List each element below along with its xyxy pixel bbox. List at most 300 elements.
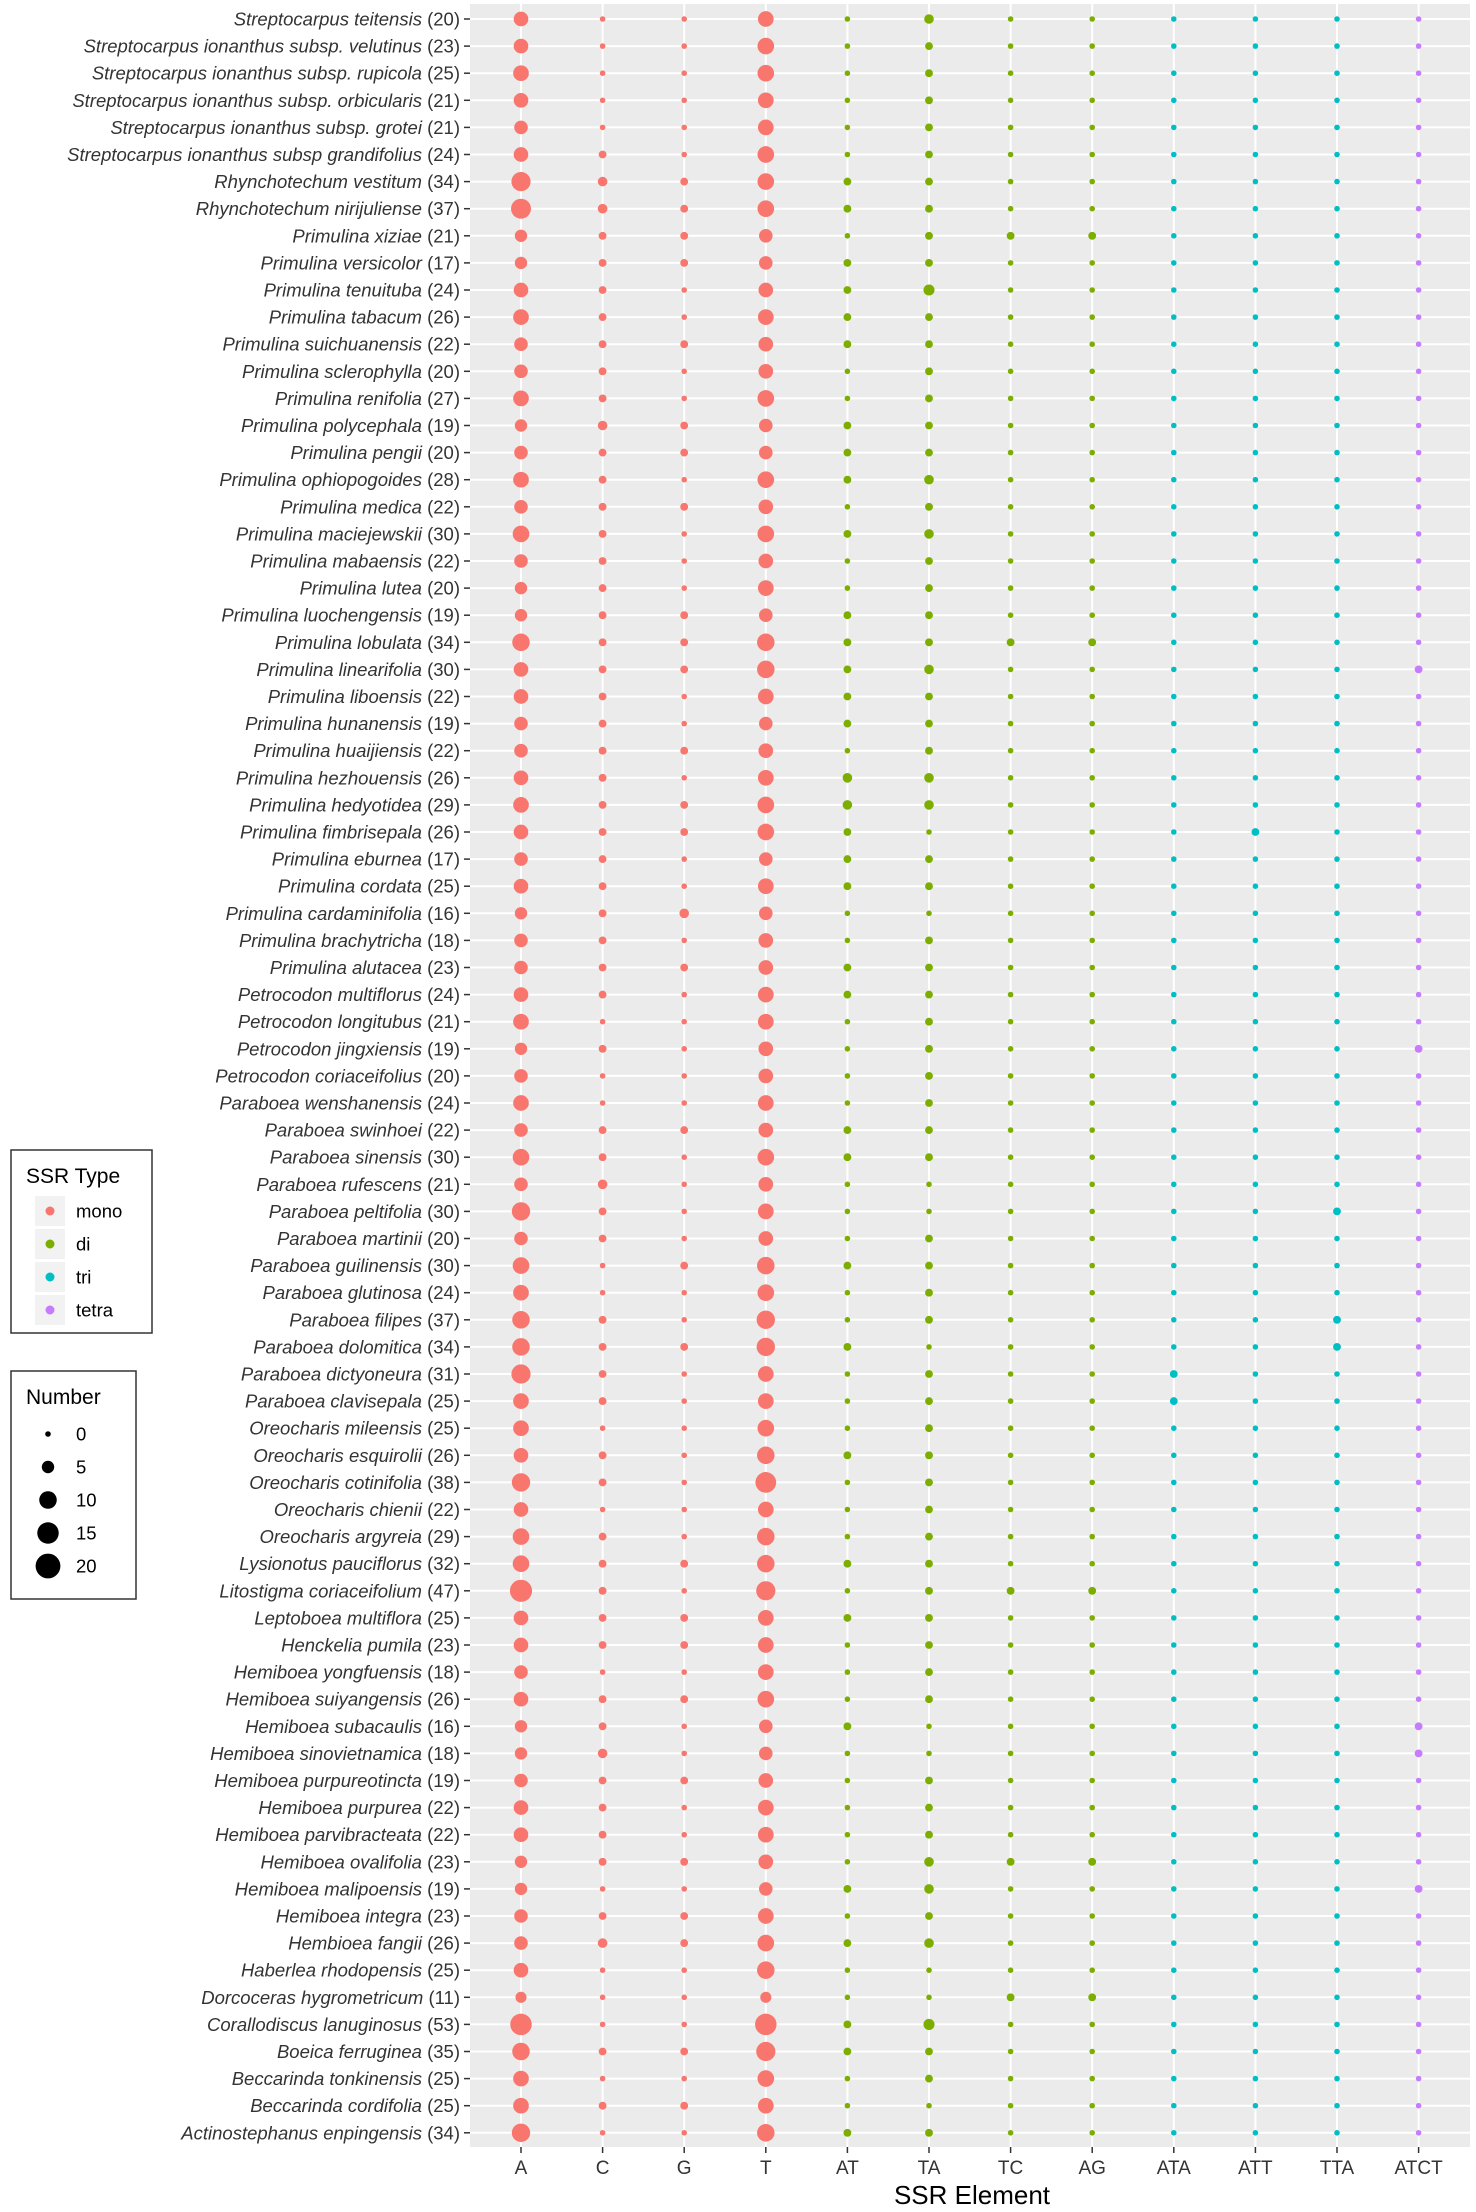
data-point-tetra xyxy=(1416,1317,1422,1323)
data-point-tetra xyxy=(1416,1669,1422,1675)
data-point-mono xyxy=(513,1014,529,1030)
legend-number-title: Number xyxy=(26,1386,101,1409)
data-point-mono xyxy=(681,1100,687,1106)
y-tick-label xyxy=(264,280,460,301)
data-point-tri xyxy=(1253,369,1259,375)
data-point-di xyxy=(1089,1263,1095,1269)
data-point-di xyxy=(845,1317,851,1323)
y-tick-label xyxy=(236,523,460,544)
data-point-di xyxy=(925,1235,933,1243)
data-point-di xyxy=(925,313,933,321)
data-point-di xyxy=(1007,638,1015,646)
data-point-tri xyxy=(1334,1480,1340,1486)
data-point-tetra xyxy=(1416,1561,1422,1567)
data-point-di xyxy=(926,2103,932,2109)
species-total: (20) xyxy=(427,8,460,30)
data-point-di xyxy=(1089,1453,1095,1459)
data-point-mono xyxy=(599,1235,607,1243)
species-name: Primulina luochengensis xyxy=(221,604,422,626)
data-point-tri xyxy=(1171,1290,1177,1296)
data-point-mono xyxy=(758,120,774,136)
data-point-di xyxy=(1008,450,1014,456)
data-point-tri xyxy=(1171,965,1177,971)
data-point-tri xyxy=(1334,1073,1340,1079)
data-point-tri xyxy=(1253,1046,1259,1052)
data-point-di xyxy=(925,1316,933,1324)
data-point-tetra xyxy=(1416,721,1422,727)
species-total: (24) xyxy=(427,1092,460,1114)
species-total: (19) xyxy=(427,1038,460,1060)
y-tick-label xyxy=(254,1607,460,1628)
x-tick-label: C xyxy=(595,2158,610,2179)
y-tick-label xyxy=(236,767,460,788)
species-total: (29) xyxy=(427,794,460,816)
data-point-tri xyxy=(1171,694,1177,700)
data-point-tri xyxy=(1253,1019,1259,1025)
data-point-tri xyxy=(1334,965,1340,971)
data-point-tri xyxy=(1171,369,1177,375)
species-name: Primulina maciejewskii xyxy=(235,523,422,545)
data-point-mono xyxy=(515,907,527,919)
data-point-tri xyxy=(1334,1100,1340,1106)
data-point-di xyxy=(1008,369,1014,375)
data-point-mono xyxy=(681,1751,687,1757)
species-name: Paraboea filipes xyxy=(289,1309,422,1331)
data-point-mono xyxy=(680,1262,688,1270)
data-point-mono xyxy=(681,1669,687,1675)
data-point-di xyxy=(1008,1561,1014,1567)
data-point-tetra xyxy=(1415,665,1423,673)
data-point-mono xyxy=(757,634,775,652)
data-point-mono xyxy=(599,367,607,375)
data-point-mono xyxy=(512,634,530,652)
data-point-tri xyxy=(1253,1696,1259,1702)
data-point-tri xyxy=(1171,125,1177,131)
data-point-mono xyxy=(681,1534,687,1540)
data-point-mono xyxy=(599,1912,607,1920)
data-point-tetra xyxy=(1416,911,1422,917)
y-tick-label xyxy=(263,1282,460,1303)
data-point-mono xyxy=(758,987,774,1003)
data-point-di xyxy=(1089,396,1095,402)
data-point-tri xyxy=(1334,450,1340,456)
data-point-di xyxy=(925,1912,933,1920)
data-point-mono xyxy=(757,1935,774,1952)
data-point-di xyxy=(845,938,851,944)
data-point-mono xyxy=(758,1041,773,1056)
data-point-tri xyxy=(1334,1751,1340,1757)
data-point-di xyxy=(1089,1642,1095,1648)
species-total: (24) xyxy=(427,1282,460,1304)
y-tick-label xyxy=(250,1255,460,1276)
data-point-mono xyxy=(681,938,687,944)
data-point-mono xyxy=(600,1290,606,1296)
data-point-tri xyxy=(1253,1073,1259,1079)
data-point-di xyxy=(845,2076,851,2082)
data-point-mono xyxy=(681,1046,687,1052)
legend-label-di: di xyxy=(76,1233,91,1255)
data-point-di xyxy=(843,991,851,999)
data-point-tri xyxy=(1171,396,1177,402)
data-point-mono xyxy=(513,309,529,325)
y-tick-label xyxy=(290,442,460,463)
data-point-tri xyxy=(1253,911,1259,917)
data-point-di xyxy=(843,611,851,619)
data-point-mono xyxy=(680,1695,688,1703)
y-tick-label xyxy=(110,117,460,138)
data-point-mono xyxy=(758,499,773,514)
data-point-tri xyxy=(1253,2076,1259,2082)
species-name: Primulina xiziae xyxy=(292,225,422,247)
data-point-di xyxy=(1089,1127,1095,1133)
species-name: Streptocarpus teitensis xyxy=(233,8,422,30)
data-point-mono xyxy=(681,1995,687,2001)
data-point-di xyxy=(926,1182,932,1188)
data-point-tri xyxy=(1253,640,1259,646)
data-point-di xyxy=(1008,423,1014,429)
data-point-di xyxy=(845,1778,851,1784)
data-point-mono xyxy=(514,879,529,894)
data-point-mono xyxy=(757,38,774,55)
data-point-tri xyxy=(1253,1263,1259,1269)
data-point-tri xyxy=(1171,152,1177,158)
legend-size-key xyxy=(37,1522,58,1543)
data-point-mono xyxy=(757,2124,775,2142)
y-tick-label xyxy=(245,1716,460,1737)
data-point-mono xyxy=(513,1149,530,1166)
data-point-tri xyxy=(1334,423,1340,429)
data-point-mono xyxy=(513,65,529,81)
data-point-tetra xyxy=(1416,341,1422,347)
data-point-tetra xyxy=(1416,1398,1422,1404)
data-point-tri xyxy=(1334,1696,1340,1702)
species-total: (18) xyxy=(427,1742,460,1764)
data-point-di xyxy=(1089,369,1095,375)
data-point-mono xyxy=(599,611,607,619)
data-point-tri xyxy=(1334,179,1340,185)
legend-key-tri xyxy=(46,1273,55,1282)
data-point-di xyxy=(1089,802,1095,808)
data-point-di xyxy=(925,503,933,511)
data-point-di xyxy=(845,1534,851,1540)
species-name: Petrocodon multiflorus xyxy=(237,984,422,1006)
data-point-mono xyxy=(599,476,607,484)
data-point-di xyxy=(1088,638,1096,646)
data-point-mono xyxy=(514,1827,529,1842)
data-point-di xyxy=(845,1019,851,1025)
data-point-di xyxy=(925,1126,933,1134)
data-point-tri xyxy=(1171,911,1177,917)
data-point-mono xyxy=(515,230,527,242)
y-tick-label xyxy=(92,63,460,84)
data-point-mono xyxy=(680,611,688,619)
data-point-mono xyxy=(513,1257,530,1274)
data-point-di xyxy=(1089,1778,1095,1784)
species-total: (37) xyxy=(427,1309,460,1331)
data-point-mono xyxy=(513,1555,530,1572)
data-point-mono xyxy=(758,283,773,298)
data-point-di xyxy=(1089,2049,1095,2055)
data-point-tri xyxy=(1334,1290,1340,1296)
data-point-di xyxy=(925,1153,933,1161)
data-point-mono xyxy=(680,1343,688,1351)
data-point-mono xyxy=(757,2070,774,2087)
data-point-di xyxy=(843,1722,851,1730)
species-total: (20) xyxy=(427,577,460,599)
data-point-tetra xyxy=(1416,829,1422,835)
data-point-tri xyxy=(1171,260,1177,266)
data-point-mono xyxy=(757,661,775,679)
data-point-di xyxy=(925,449,933,457)
data-point-mono xyxy=(598,421,608,431)
data-point-mono xyxy=(515,419,527,431)
data-point-di xyxy=(1008,2076,1014,2082)
data-point-tri xyxy=(1171,1263,1177,1269)
data-point-tetra xyxy=(1416,1371,1422,1377)
data-point-tri xyxy=(1171,341,1177,347)
data-point-di xyxy=(1008,1453,1014,1459)
data-point-tri xyxy=(1171,1453,1177,1459)
data-point-mono xyxy=(600,43,606,49)
data-point-di xyxy=(1089,1236,1095,1242)
data-point-mono xyxy=(758,1366,774,1382)
data-point-tri xyxy=(1334,775,1340,781)
data-point-mono xyxy=(599,665,607,673)
data-point-tri xyxy=(1171,1724,1177,1730)
data-point-mono xyxy=(757,1338,775,1356)
data-point-tri xyxy=(1334,477,1340,483)
data-point-mono xyxy=(599,882,607,890)
data-point-tri xyxy=(1253,70,1259,76)
legend-label-tetra: tetra xyxy=(76,1299,114,1321)
data-point-tri xyxy=(1334,70,1340,76)
data-point-tetra xyxy=(1416,965,1422,971)
legend-label-mono: mono xyxy=(76,1200,123,1222)
data-point-tri xyxy=(1334,1859,1340,1865)
data-point-tetra xyxy=(1416,1263,1422,1269)
data-point-mono xyxy=(599,1777,607,1785)
data-point-tetra xyxy=(1416,1859,1422,1865)
data-point-mono xyxy=(758,770,774,786)
data-point-tetra xyxy=(1416,1995,1422,2001)
species-name: Primulina hedyotidea xyxy=(249,794,422,816)
x-tick-label: A xyxy=(514,2158,528,2179)
data-point-tetra xyxy=(1416,206,1422,212)
data-point-mono xyxy=(758,1502,774,1518)
data-point-tri xyxy=(1253,1886,1259,1892)
data-point-di xyxy=(1008,1669,1014,1675)
data-point-tri xyxy=(1253,1398,1259,1404)
data-point-tetra xyxy=(1416,504,1422,510)
data-point-mono xyxy=(513,797,529,813)
data-point-mono xyxy=(515,1856,527,1868)
data-point-tri xyxy=(1253,396,1259,402)
data-point-di xyxy=(925,1262,933,1270)
x-tick-label: AT xyxy=(835,2158,859,2179)
data-point-tri xyxy=(1334,721,1340,727)
data-point-mono xyxy=(758,933,773,948)
data-point-mono xyxy=(514,1800,529,1815)
data-point-tri xyxy=(1253,1209,1259,1215)
y-tick-label xyxy=(201,1987,460,2008)
data-point-mono xyxy=(515,609,527,621)
y-tick-label xyxy=(222,334,460,355)
y-tick-label xyxy=(238,984,460,1005)
data-point-mono xyxy=(512,1473,530,1491)
data-point-mono xyxy=(600,2130,606,2136)
data-point-tetra xyxy=(1416,802,1422,808)
species-total: (21) xyxy=(427,89,460,111)
species-total: (21) xyxy=(427,225,460,247)
data-point-tetra xyxy=(1416,1778,1422,1784)
data-point-tetra xyxy=(1415,1722,1423,1730)
species-name: Boeica ferruginea xyxy=(276,2041,422,2062)
data-point-mono xyxy=(515,1747,527,1759)
data-point-di xyxy=(1089,152,1095,158)
data-point-tri xyxy=(1334,667,1340,673)
species-name: Streptocarpus ionanthus subsp. orbicularis xyxy=(72,89,422,111)
species-total: (29) xyxy=(427,1526,460,1548)
x-axis-title: SSR Element xyxy=(893,2180,1051,2210)
data-point-tri xyxy=(1253,531,1259,537)
data-point-di xyxy=(1008,1073,1014,1079)
data-point-mono xyxy=(760,1992,771,2003)
data-point-tetra xyxy=(1416,856,1422,862)
data-point-mono xyxy=(757,390,774,407)
data-point-tetra xyxy=(1416,1453,1422,1459)
data-point-di xyxy=(926,1751,932,1757)
data-point-tri xyxy=(1253,1615,1259,1621)
data-point-mono xyxy=(759,907,773,921)
data-point-mono xyxy=(599,557,607,565)
data-point-mono xyxy=(681,1805,687,1811)
data-point-tri xyxy=(1253,992,1259,998)
data-point-di xyxy=(1089,2076,1095,2082)
species-total: (26) xyxy=(427,767,460,789)
y-tick-label xyxy=(300,578,460,599)
species-total: (22) xyxy=(427,550,460,572)
data-point-di xyxy=(1089,504,1095,510)
y-tick-label xyxy=(242,361,460,382)
data-point-mono xyxy=(681,1209,687,1215)
species-name: Paraboea rufescens xyxy=(256,1173,422,1195)
data-point-di xyxy=(1008,1967,1014,1973)
data-point-tri xyxy=(1171,1127,1177,1133)
species-total: (25) xyxy=(427,875,460,897)
species-name: Primulina mabaensis xyxy=(250,550,422,572)
data-point-tri xyxy=(1334,694,1340,700)
data-point-tri xyxy=(1253,1913,1259,1919)
data-point-tri xyxy=(1334,1507,1340,1513)
legend-size-key xyxy=(36,1554,61,1579)
data-point-mono xyxy=(758,960,773,975)
data-point-mono xyxy=(599,1045,607,1053)
y-tick-label xyxy=(250,2095,460,2116)
y-tick-label xyxy=(207,2014,460,2035)
data-point-di xyxy=(1089,1751,1095,1757)
species-name: Paraboea martinii xyxy=(276,1228,422,1249)
data-point-di xyxy=(925,747,933,755)
data-point-di xyxy=(843,530,851,538)
data-point-di xyxy=(1008,748,1014,754)
data-point-di xyxy=(845,1182,851,1188)
data-point-tri xyxy=(1334,938,1340,944)
data-point-mono xyxy=(514,1123,528,1137)
data-point-di xyxy=(1089,1696,1095,1702)
data-point-di xyxy=(843,1126,851,1134)
species-name: Hemiboea yongfuensis xyxy=(233,1661,422,1683)
data-point-di xyxy=(1008,504,1014,510)
data-point-mono xyxy=(758,1231,773,1246)
species-name: Paraboea dolomitica xyxy=(253,1336,422,1358)
data-point-mono xyxy=(600,2022,606,2028)
data-point-mono xyxy=(599,991,607,999)
data-point-mono xyxy=(757,200,774,217)
data-point-mono xyxy=(599,1397,607,1405)
data-point-di xyxy=(845,396,851,402)
data-point-mono xyxy=(758,1069,773,1084)
data-point-di xyxy=(1008,179,1014,185)
data-point-mono xyxy=(680,638,688,646)
data-point-tri xyxy=(1334,1967,1340,1973)
data-point-di xyxy=(1008,1724,1014,1730)
data-point-tri xyxy=(1171,450,1177,456)
data-point-di xyxy=(845,1425,851,1431)
data-point-tetra xyxy=(1416,2076,1422,2082)
data-point-tri xyxy=(1171,1209,1177,1215)
data-point-di xyxy=(845,1046,851,1052)
y-tick-label xyxy=(219,1580,460,1601)
data-point-tri xyxy=(1253,1100,1259,1106)
data-point-di xyxy=(843,773,853,783)
data-point-mono xyxy=(757,1528,775,1546)
data-point-di xyxy=(926,1967,932,1973)
data-point-di xyxy=(924,529,934,539)
data-point-mono xyxy=(514,1665,528,1679)
data-point-di xyxy=(843,800,853,810)
data-point-mono xyxy=(515,1043,527,1055)
data-point-mono xyxy=(599,1370,607,1378)
data-point-tri xyxy=(1334,504,1340,510)
data-point-tetra xyxy=(1415,1045,1423,1053)
legend-label-tri: tri xyxy=(76,1266,92,1288)
data-point-di xyxy=(1089,1209,1095,1215)
x-tick-label: G xyxy=(676,2158,692,2179)
x-axis xyxy=(515,2147,1443,2179)
data-point-di xyxy=(1089,721,1095,727)
species-total: (25) xyxy=(427,1390,460,1412)
data-point-tri xyxy=(1334,1019,1340,1025)
data-point-mono xyxy=(512,1202,530,1220)
data-point-mono xyxy=(600,1886,606,1892)
data-point-di xyxy=(1089,43,1095,49)
data-point-tri xyxy=(1334,341,1340,347)
data-point-di xyxy=(925,964,933,972)
data-point-mono xyxy=(755,2014,776,2035)
data-point-di xyxy=(843,1885,851,1893)
data-point-mono xyxy=(599,964,607,972)
data-point-di xyxy=(843,1451,851,1459)
x-tick-label: T xyxy=(759,2158,772,2179)
data-point-di xyxy=(1008,965,1014,971)
species-total: (23) xyxy=(427,1634,460,1656)
data-point-di xyxy=(843,2129,851,2137)
data-point-di xyxy=(1089,98,1095,104)
data-point-mono xyxy=(680,665,688,673)
species-name: Hemiboea integra xyxy=(275,1905,422,1927)
species-total: (21) xyxy=(427,1011,460,1033)
data-point-mono xyxy=(681,477,687,483)
